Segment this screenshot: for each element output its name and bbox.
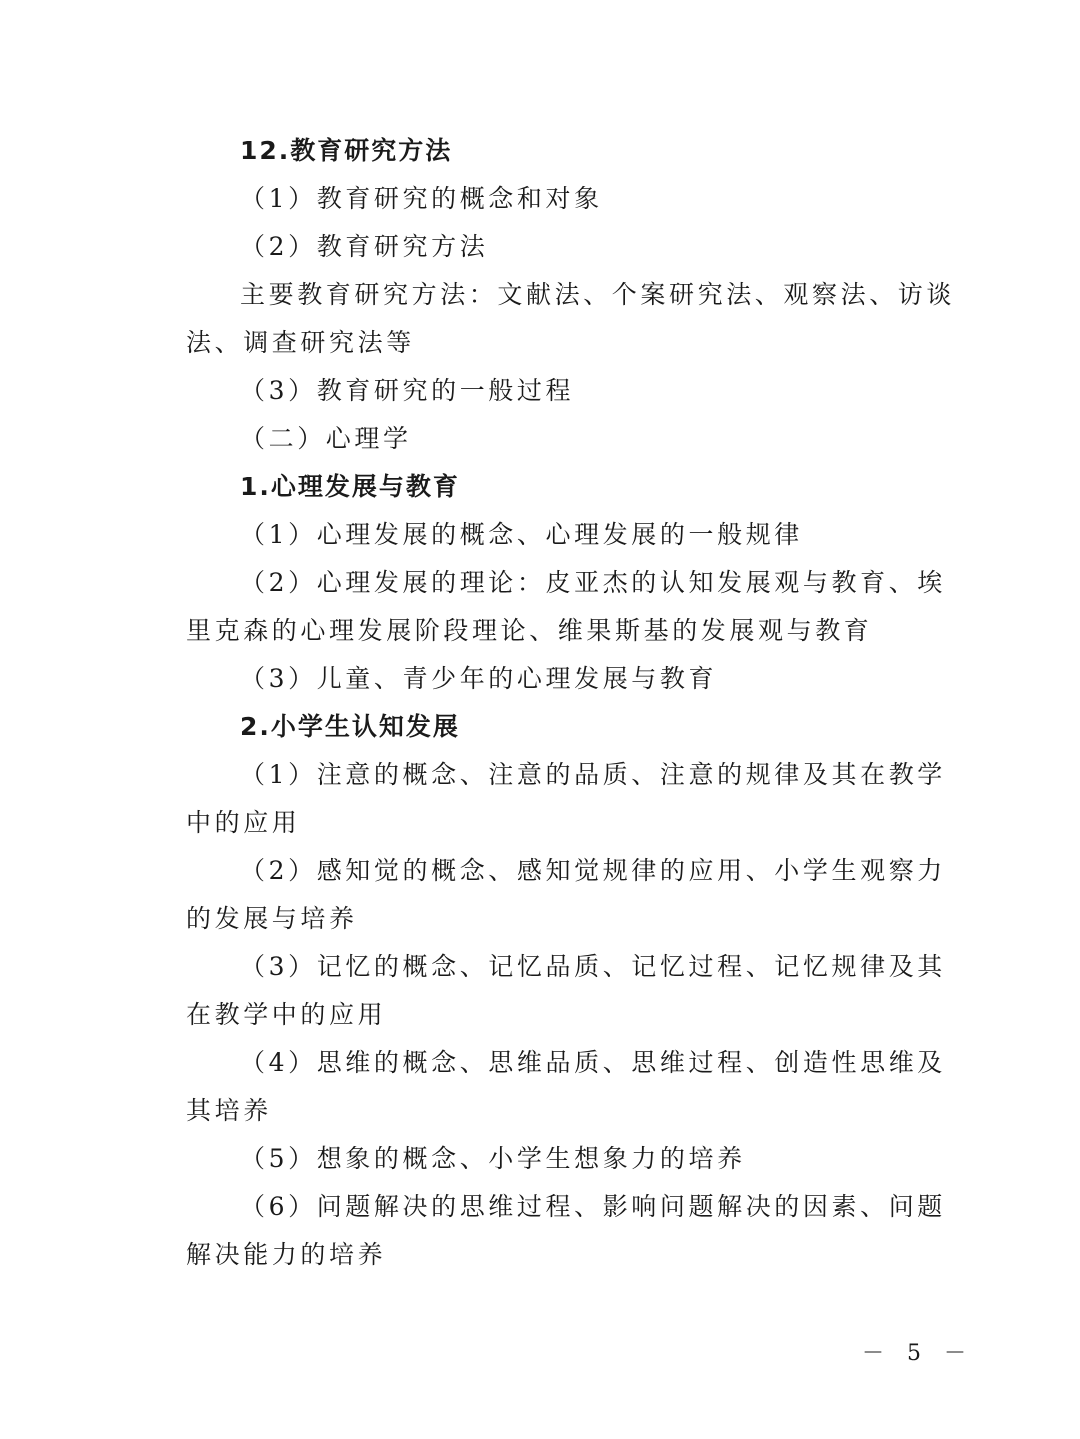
list-item: （2）教育研究方法 <box>240 232 489 261</box>
paragraph-line: 在教学中的应用 <box>186 1000 387 1029</box>
list-item: （1）注意的概念、注意的品质、注意的规律及其在教学 <box>240 760 946 789</box>
paragraph-line: 里克森的心理发展阶段理论、维果斯基的发展观与教育 <box>186 616 873 645</box>
subsection-heading: 1.心理发展与教育 <box>240 472 460 501</box>
section-heading: （二）心理学 <box>240 424 412 453</box>
list-item: （3）儿童、青少年的心理发展与教育 <box>240 664 718 693</box>
paragraph-line: 解决能力的培养 <box>186 1240 387 1269</box>
page-number: － 5 － <box>862 1341 974 1366</box>
paragraph-line: 主要教育研究方法：文献法、个案研究法、观察法、访谈 <box>240 280 956 309</box>
list-item: （1）教育研究的概念和对象 <box>240 184 603 213</box>
paragraph-line: 的发展与培养 <box>186 904 358 933</box>
subsection-heading: 2.小学生认知发展 <box>240 712 460 741</box>
paragraph-line: 法、调查研究法等 <box>186 328 415 357</box>
list-item: （1）心理发展的概念、心理发展的一般规律 <box>240 520 803 549</box>
list-item: （5）想象的概念、小学生想象力的培养 <box>240 1144 746 1173</box>
list-item: （6）问题解决的思维过程、影响问题解决的因素、问题 <box>240 1192 946 1221</box>
list-item: （4）思维的概念、思维品质、思维过程、创造性思维及 <box>240 1048 946 1077</box>
section-heading: 12.教育研究方法 <box>240 136 453 165</box>
list-item: （2）心理发展的理论：皮亚杰的认知发展观与教育、埃 <box>240 568 946 597</box>
list-item: （3）记忆的概念、记忆品质、记忆过程、记忆规律及其 <box>240 952 946 981</box>
paragraph-line: 中的应用 <box>186 808 301 837</box>
list-item: （2）感知觉的概念、感知觉规律的应用、小学生观察力 <box>240 856 946 885</box>
list-item: （3）教育研究的一般过程 <box>240 376 575 405</box>
paragraph-line: 其培养 <box>186 1096 272 1125</box>
